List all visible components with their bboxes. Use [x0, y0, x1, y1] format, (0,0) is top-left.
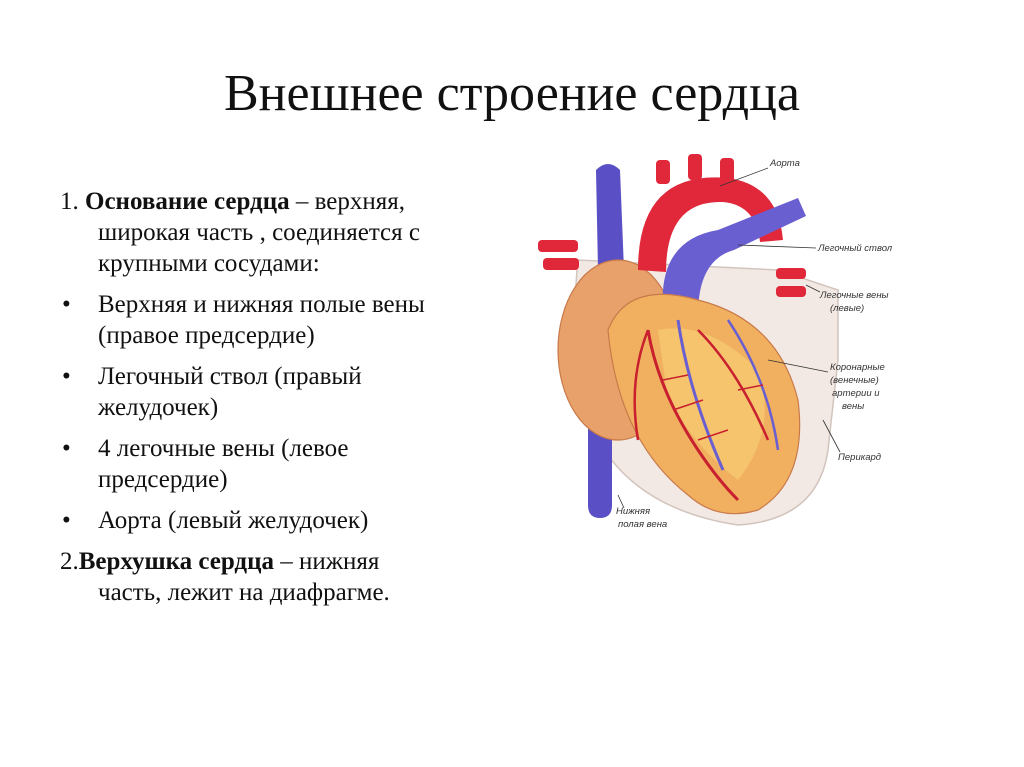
bullet-line1: Легочный ствол (правый [98, 363, 362, 390]
pulmonary-vein-shape [543, 258, 579, 270]
base-line3: крупными сосудами: [98, 250, 320, 277]
pulmonary-vein-shape [538, 240, 578, 252]
base-term: Основание сердца [85, 188, 290, 215]
base-line1-rest: – верхняя, [289, 188, 405, 215]
label-ivc-1: Нижняя [616, 506, 651, 517]
slide-title: Внешнее строение сердца [224, 65, 800, 122]
apex-line2: часть, лежит на диафрагме. [98, 579, 390, 606]
apex-paragraph [60, 546, 530, 608]
bullet-mark: • [62, 507, 71, 534]
label-coronary-4: вены [842, 401, 865, 412]
label-pulmonary-veins-1: Легочные вены [820, 290, 889, 301]
pulmonary-vein-shape [776, 286, 806, 297]
bullet-line2: (правое предсердие) [98, 322, 315, 349]
bullet-line1: Аорта (левый желудочек) [98, 507, 369, 534]
bullet-mark: • [62, 363, 71, 390]
aorta-branch [720, 158, 734, 184]
bullet-line1: 4 легочные вены (левое [98, 435, 349, 462]
apex-term: Верхушка сердца [78, 548, 274, 575]
bullet-line1: Верхняя и нижняя полые вены [98, 291, 425, 318]
slide-body [60, 186, 530, 618]
bullet-item [60, 505, 530, 536]
apex-line1-rest: – нижняя [273, 548, 380, 575]
label-ivc-2: полая вена [618, 519, 668, 530]
aorta-branch [688, 154, 702, 180]
base-line2: широкая часть , соединяется с [98, 219, 420, 246]
superior-vena-cava-shape [596, 164, 624, 270]
label-coronary-3: артерии и [832, 388, 880, 399]
pulmonary-vein-shape [776, 268, 806, 279]
leader-line-pulmonary-trunk [738, 245, 816, 248]
bullet-line2: желудочек) [98, 394, 219, 421]
label-pulmonary-veins-2: (левые) [830, 303, 865, 314]
label-aorta: Аорта [770, 158, 800, 169]
base-paragraph [60, 186, 530, 279]
bullet-item [60, 361, 530, 423]
aorta-branch [656, 160, 670, 184]
label-coronary-2: (венечные) [830, 375, 879, 386]
bullet-line2: предсердие) [98, 466, 228, 493]
bullet-mark: • [62, 435, 71, 462]
heart-illustration [538, 150, 908, 540]
label-pulmonary-trunk: Легочный ствол [818, 243, 893, 254]
base-number: 1. [60, 188, 79, 215]
bullet-mark: • [62, 291, 71, 318]
heart-diagram [538, 150, 908, 540]
bullet-item [60, 289, 530, 351]
label-pericardium: Перикард [838, 452, 882, 463]
label-coronary-1: Коронарные [830, 362, 885, 373]
apex-number: 2. [60, 548, 79, 575]
bullet-item [60, 433, 530, 495]
